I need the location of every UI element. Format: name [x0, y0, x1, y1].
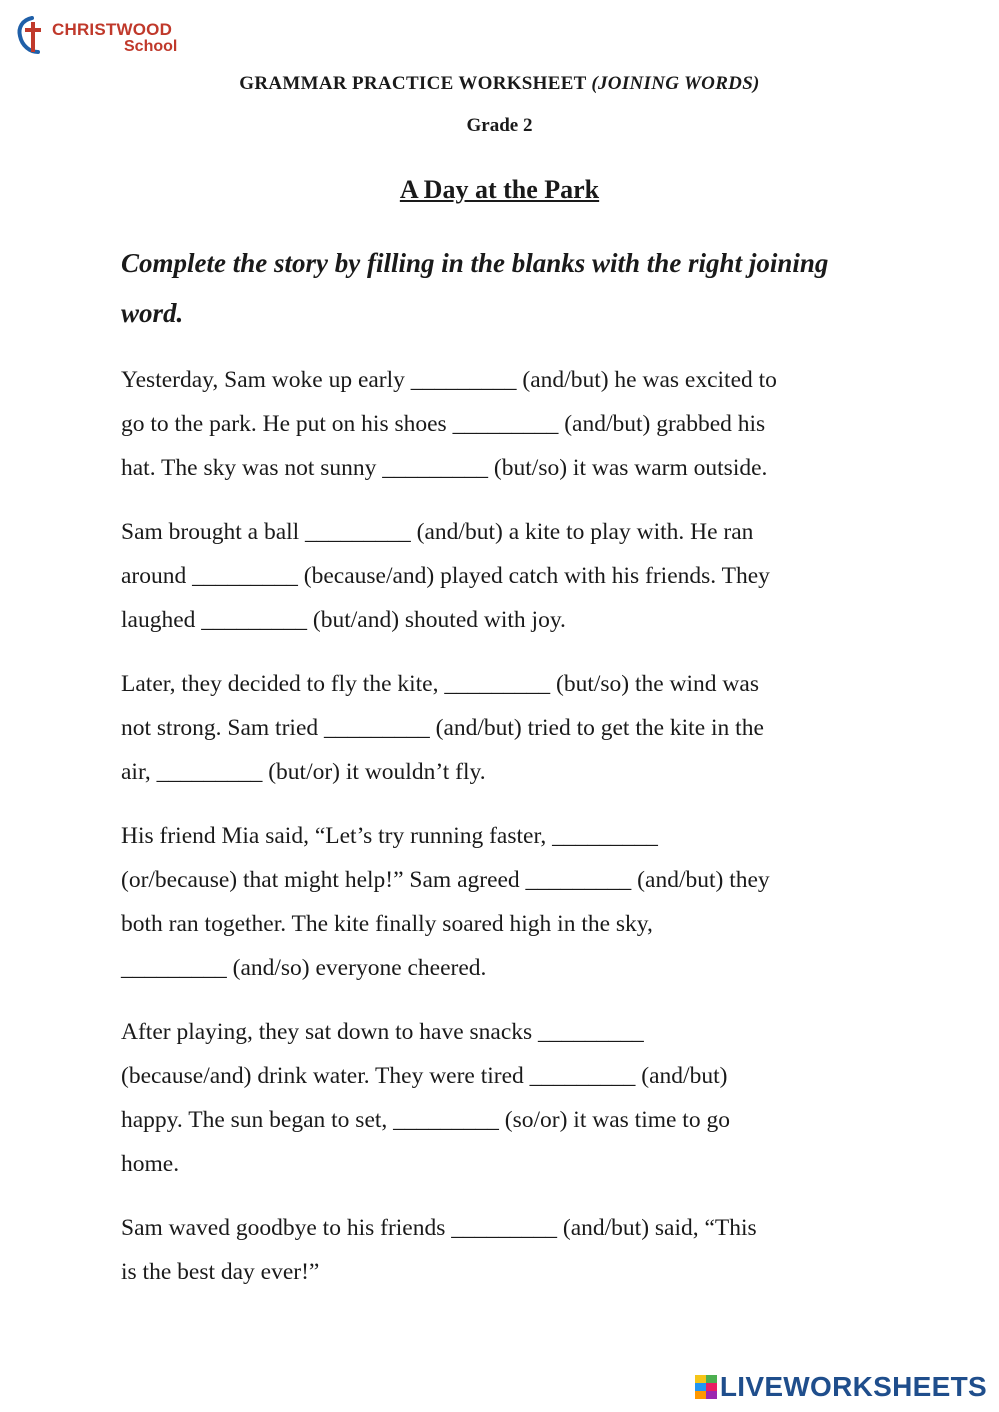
school-subtitle: School	[124, 38, 178, 55]
brand-text: LIVEWORKSHEETS	[719, 1371, 987, 1402]
grade-label: Grade 2	[466, 115, 533, 136]
school-name: CHRISTWOOD	[52, 20, 173, 39]
worksheet-title-topic: (JOINING WORDS)	[591, 73, 760, 94]
liveworksheets-branding	[695, 1372, 987, 1402]
story-paragraph-3: Later, they decided to fly the kite, _________ (but/so) the wind was not strong. Sam tried _________ (and/but) tried to get the kite in the air, _________ (but/or) it wouldn’t fly.	[121, 671, 764, 785]
story-paragraph-6: Sam waved goodbye to his friends _________ (and/but) said, “This is the best day ever!”	[121, 1215, 757, 1285]
instructions: Complete the story by filling in the blanks with the right joining word.	[121, 248, 829, 328]
story-paragraph-5: After playing, they sat down to have snacks _________ (because/and) drink water. They were tired _________ (and/but) happy. The sun began to set, _________ (so/or) it was time to go home.	[121, 1019, 730, 1177]
story-body	[121, 358, 881, 1314]
story-paragraph-4: His friend Mia said, “Let’s try running faster, _________ (or/because) that might help!” Sam agreed _________ (and/but) they both ran together. The kite finally soared high in the sky, _________ (and/so) everyone cheered.	[121, 823, 770, 981]
cross-emblem-icon	[14, 14, 50, 58]
liveworksheets-logo-icon	[695, 1375, 717, 1399]
story-paragraph-1: Yesterday, Sam woke up early _________ (and/but) he was excited to go to the park. He put on his shoes _________ (and/but) grabbed his hat. The sky was not sunny _________ (but/so) it was warm outside.	[121, 367, 777, 481]
school-logo	[14, 12, 204, 60]
worksheet-title-main: GRAMMAR PRACTICE WORKSHEET	[239, 73, 592, 94]
story-title: A Day at the Park	[399, 175, 600, 204]
worksheet-title	[0, 73, 999, 95]
story-paragraph-2: Sam brought a ball _________ (and/but) a kite to play with. He ran around _________ (because/and) played catch with his friends. They laughed _________ (but/and) shouted with joy.	[121, 519, 770, 633]
